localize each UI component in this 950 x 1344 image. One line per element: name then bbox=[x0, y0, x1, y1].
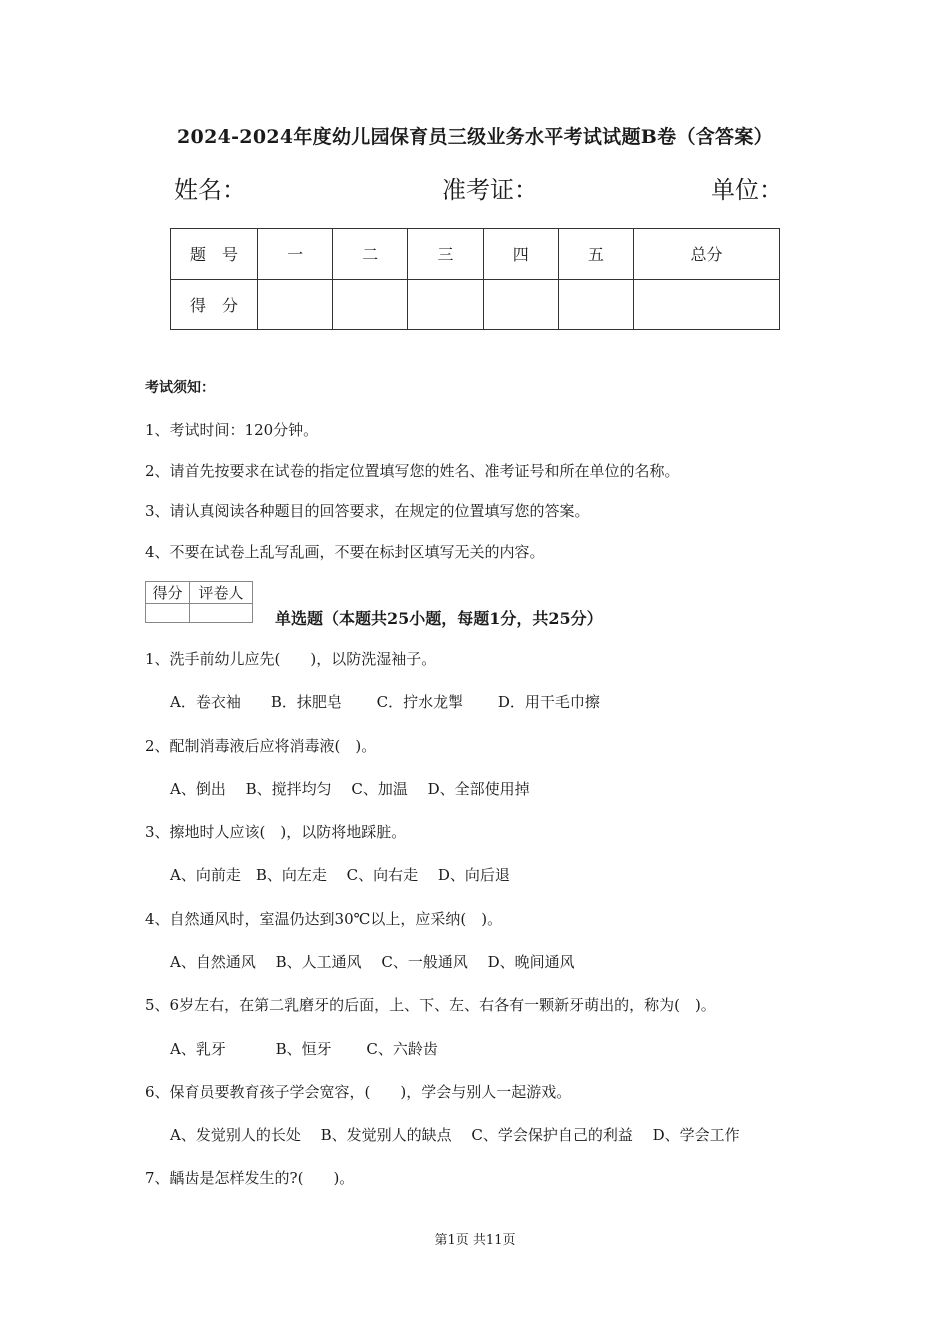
score-table-score-row bbox=[171, 279, 780, 330]
question-text: 4、自然通风时，室温仍达到30℃以上，应采纳( )。 bbox=[145, 910, 503, 928]
score-label: 得 分 bbox=[171, 279, 258, 330]
score-cell bbox=[258, 279, 333, 330]
score-table-header-row bbox=[171, 229, 780, 280]
score-cell bbox=[333, 279, 408, 330]
score-column-header: 一 bbox=[258, 229, 333, 280]
score-column-header: 三 bbox=[408, 229, 483, 280]
notice-title: 考试须知： bbox=[145, 380, 215, 396]
score-cell bbox=[558, 279, 633, 330]
question-number-label: 题 号 bbox=[171, 229, 258, 280]
question-text: 5、6岁左右，在第二乳磨牙的后面，上、下、左、右各有一颗新牙萌出的，称为( )。 bbox=[145, 996, 716, 1014]
question-options: A、倒出 B、搅拌均匀 C、加温 D、全部使用掉 bbox=[170, 780, 530, 798]
question-options: A、发觉别人的长处 B、发觉别人的缺点 C、学会保护自己的利益 D、学会工作 bbox=[170, 1126, 740, 1144]
section-title: 单选题（本题共25小题，每题1分，共25分） bbox=[275, 609, 603, 628]
score-table bbox=[170, 228, 780, 330]
score-cell bbox=[634, 279, 780, 330]
notice-item: 3、请认真阅读各种题目的回答要求，在规定的位置填写您的答案。 bbox=[145, 502, 590, 520]
question-options: A．卷衣袖 B．抹肥皂 C．拧水龙掣 D．用干毛巾擦 bbox=[170, 693, 600, 711]
notice-item: 1、考试时间：120分钟。 bbox=[145, 421, 319, 439]
question-text: 6、保育员要教育孩子学会宽容，( )，学会与别人一起游戏。 bbox=[145, 1083, 572, 1101]
score-cell bbox=[483, 279, 558, 330]
question-text: 3、擦地时人应该( )，以防将地踩脏。 bbox=[145, 823, 407, 841]
score-column-header: 四 bbox=[483, 229, 558, 280]
question-options: A、乳牙 B、恒牙 C、六龄齿 bbox=[170, 1040, 438, 1058]
unit-label: 单位： bbox=[711, 176, 783, 204]
question-text: 1、洗手前幼儿应先( )，以防洗湿袖子。 bbox=[145, 650, 437, 668]
score-column-header: 二 bbox=[333, 229, 408, 280]
question-text: 7、龋齿是怎样发生的?( )。 bbox=[145, 1169, 355, 1187]
notice-item: 4、不要在试卷上乱写乱画，不要在标封区填写无关的内容。 bbox=[145, 543, 545, 561]
score-cell bbox=[408, 279, 483, 330]
grader-score-label: 得分 bbox=[146, 582, 190, 604]
grader-box bbox=[145, 581, 253, 623]
grader-reviewer-cell bbox=[190, 604, 253, 623]
question-text: 2、配制消毒液后应将消毒液( )。 bbox=[145, 737, 377, 755]
notice-item: 2、请首先按要求在试卷的指定位置填写您的姓名、准考证号和所在单位的名称。 bbox=[145, 462, 680, 480]
name-label: 姓名： bbox=[174, 176, 246, 204]
score-column-header: 总分 bbox=[634, 229, 780, 280]
grader-reviewer-label: 评卷人 bbox=[190, 582, 253, 604]
grader-score-cell bbox=[146, 604, 190, 623]
score-column-header: 五 bbox=[558, 229, 633, 280]
exam-number-label: 准考证： bbox=[442, 176, 538, 204]
page-title: 2024-2024年度幼儿园保育员三级业务水平考试试题B卷（含答案） bbox=[177, 126, 773, 148]
page-footer: 第1页 共11页 bbox=[434, 1233, 516, 1248]
question-options: A、向前走 B、向左走 C、向右走 D、向后退 bbox=[170, 866, 510, 884]
question-options: A、自然通风 B、人工通风 C、一般通风 D、晚间通风 bbox=[170, 953, 575, 971]
